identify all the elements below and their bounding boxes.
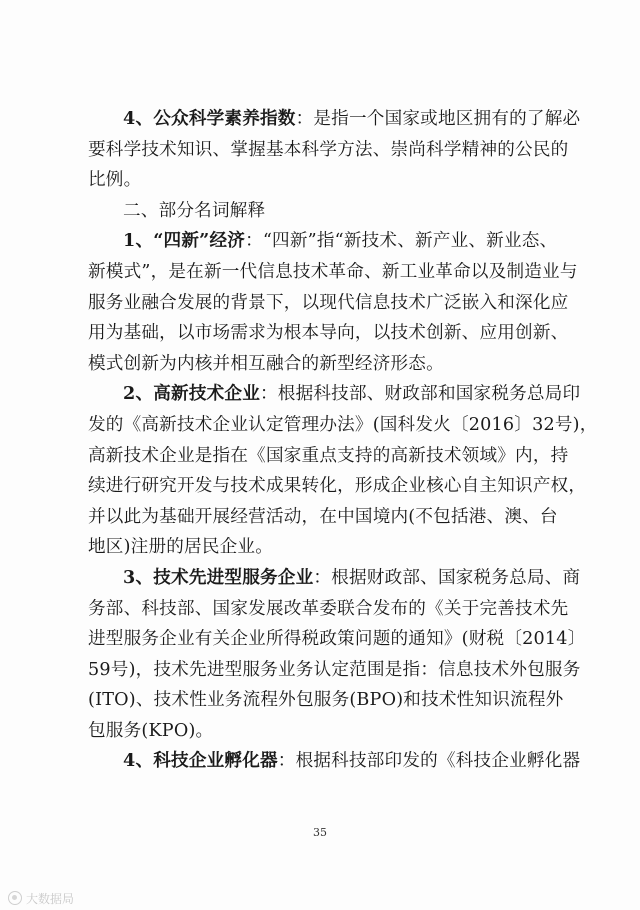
paragraph-text: ：是指一个国家或地区拥有的了解必	[295, 109, 581, 129]
paragraph-line: 要科学技术知识、掌握基本科学方法、崇尚科学精神的公民的	[88, 139, 569, 160]
paragraph-text: ：根据财政部、国家税务总局、商	[313, 567, 581, 588]
paragraph-line: 地区)注册的居民企业。	[88, 537, 274, 558]
paragraph-line: 模式创新为内核并相互融合的新型经济形态。	[88, 353, 444, 374]
paragraph-line: 发的《高新技术企业认定管理办法》(国科发火〔2016〕32号)，	[88, 414, 598, 435]
paragraph-line: 包服务(KPO)。	[88, 720, 214, 741]
paragraph-line: (ITO)、技术性业务流程外包服务(BPO)和技术性知识流程外	[88, 690, 564, 711]
term-heading: 2、高新技术企业	[123, 383, 260, 405]
term-heading: 3、技术先进型服务企业	[123, 566, 314, 588]
paragraph-line	[88, 104, 581, 135]
paragraph-line: 高新技术企业是指在《国家重点支持的高新技术领域》内，持	[88, 445, 569, 466]
paragraph-line: 进型服务企业有关企业所得税政策问题的通知》(财税〔2014〕	[88, 629, 586, 650]
paragraph-line: 比例。	[88, 170, 142, 191]
watermark	[8, 890, 74, 906]
paragraph-line	[88, 563, 581, 594]
paragraph-line: 续进行研究开发与技术成果转化，形成企业核心自主知识产权，	[88, 476, 587, 497]
paragraph-line: 务部、科技部、国家发展改革委联合发布的《关于完善技术先	[88, 598, 569, 619]
paragraph-line: 用为基础，以市场需求为根本导向，以技术创新、应用创新、	[88, 323, 569, 344]
document-body	[88, 104, 598, 777]
section-heading: 二、部分名词解释	[123, 200, 266, 221]
page-number: 35	[313, 826, 327, 839]
paragraph-line: 并以此为基础开展经营活动，在中国境内(不包括港、澳、台	[88, 506, 558, 527]
term-heading: 4、公众科学素养指数	[123, 108, 296, 129]
paragraph-line	[88, 226, 568, 257]
term-heading: 1、“四新”经济	[123, 230, 246, 252]
paragraph-line: 服务业融合发展的背景下，以现代信息技术广泛嵌入和深化应	[88, 292, 569, 313]
watermark-text: 大数据局	[26, 891, 75, 906]
paragraph-line	[88, 746, 581, 777]
term-heading: 4、科技企业孵化器	[123, 750, 278, 772]
paragraph-text: ：根据科技部、财政部和国家税务总局印	[260, 384, 581, 405]
paragraph-text: ：“四新”指“新技术、新产业、新业态、	[245, 231, 558, 252]
paragraph-text: ：根据科技部印发的《科技企业孵化器	[277, 751, 581, 772]
watermark-logo-icon	[8, 891, 22, 905]
paragraph-line	[88, 379, 581, 410]
paragraph-line: 59号)，技术先进型服务业务认定范围是指：信息技术外包服务	[88, 659, 581, 680]
paragraph-line: 新模式”，是在新一代信息技术革命、新工业革命以及制造业与	[88, 261, 578, 282]
